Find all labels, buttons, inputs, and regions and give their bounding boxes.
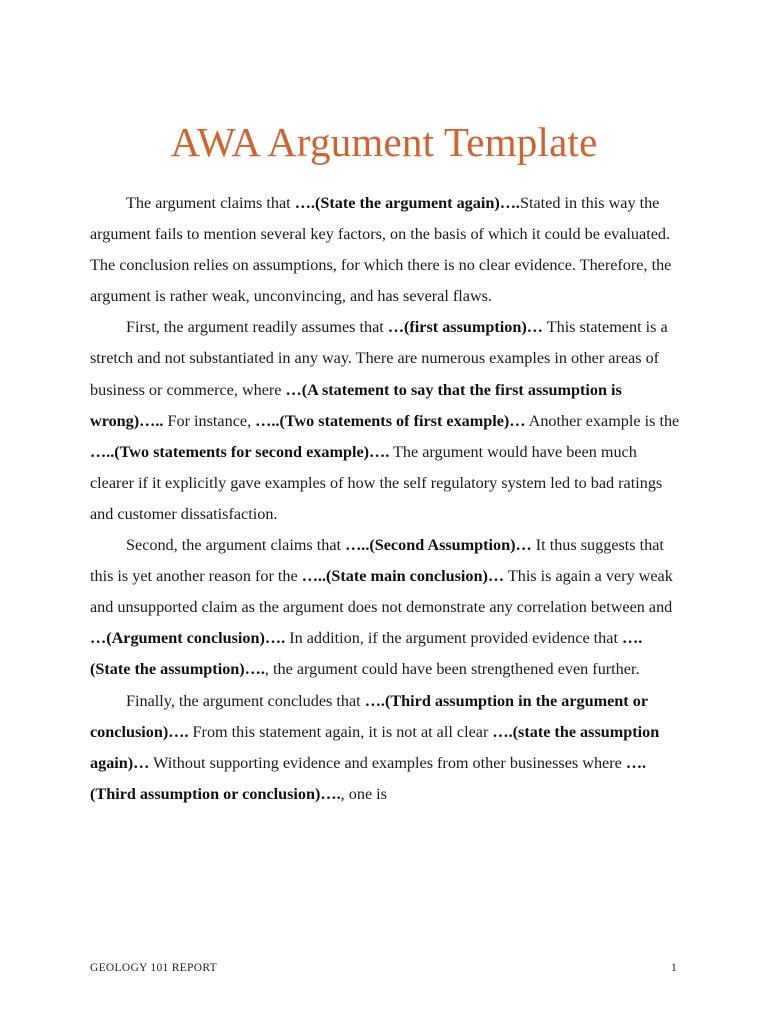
body-text: Without supporting evidence and examples from other businesses where (149, 753, 626, 772)
footer-page-number: 1 (671, 962, 677, 974)
placeholder-text: …..(State main conclusion)… (301, 567, 505, 586)
body-text: The argument claims that (126, 194, 295, 212)
placeholder-text: …(Argument conclusion)…. (90, 629, 286, 648)
paragraph-4 (90, 686, 680, 810)
placeholder-text: ….( (294, 194, 321, 212)
placeholder-text: State the argument again (320, 194, 495, 212)
body-text: It thus suggests that this is yet another reason for the (90, 536, 664, 586)
placeholder-text: ….(state the assumption again)… (90, 722, 660, 772)
paragraph-1 (90, 188, 680, 312)
placeholder-text: ….(Third assumption in the argument or conclusion)…. (90, 691, 648, 741)
placeholder-text: )…. (494, 194, 520, 212)
paragraph-2 (90, 312, 680, 530)
placeholder-text: ….(Third assumption or conclusion)…. (90, 753, 647, 803)
body-text: Stated in this way the argument fails to mention several key factors, on the basis of which it could be evaluated. The conclusion relies on assumptions, for which there is no clear evidence. Therefore, the argument is rather weak, unconvincing, and has several flaws. (90, 194, 672, 306)
body-text: In addition, if the argument provided evidence that (285, 629, 622, 648)
body-text: This is again a very weak and unsupported claim as the argument does not demonstrate any correlation between and (90, 567, 673, 617)
body-text: Another example is the (525, 411, 680, 430)
body-text: From this statement again, it is not at all clear (188, 722, 493, 741)
body-text: Finally, the argument concludes that (126, 691, 365, 710)
page-title: AWA Argument Template (170, 119, 598, 165)
placeholder-text: …..(Second Assumption)… (345, 536, 532, 555)
placeholder-text: …..(Two statements of first example)… (255, 411, 526, 430)
body-text: , the argument could have been strengthened even further. (264, 660, 640, 679)
body-text: For instance, (163, 411, 256, 430)
body-text: The argument would have been much clearer if it explicitly gave examples of how the self regulatory system led to bad ratings and customer dissatisfaction. (90, 442, 663, 523)
placeholder-text: …(A statement to say that the first assumption is wrong)….. (90, 380, 622, 430)
body-text: Second, the argument claims that (126, 536, 346, 555)
body-text: First, the argument readily assumes that (126, 318, 388, 337)
placeholder-text: …..(Two statements for second example)…. (90, 442, 390, 461)
placeholder-text: …(first assumption)… (387, 318, 543, 337)
footer-report-title: GEOLOGY 101 REPORT (90, 962, 217, 974)
placeholder-text: ….(State the assumption)…. (90, 629, 643, 679)
body-text: This statement is a stretch and not substantiated in any way. There are numerous examples in other areas of business or commerce, where (90, 318, 668, 399)
body-text: , one is (340, 784, 387, 803)
document-body (90, 188, 680, 810)
paragraph-3 (90, 530, 680, 685)
